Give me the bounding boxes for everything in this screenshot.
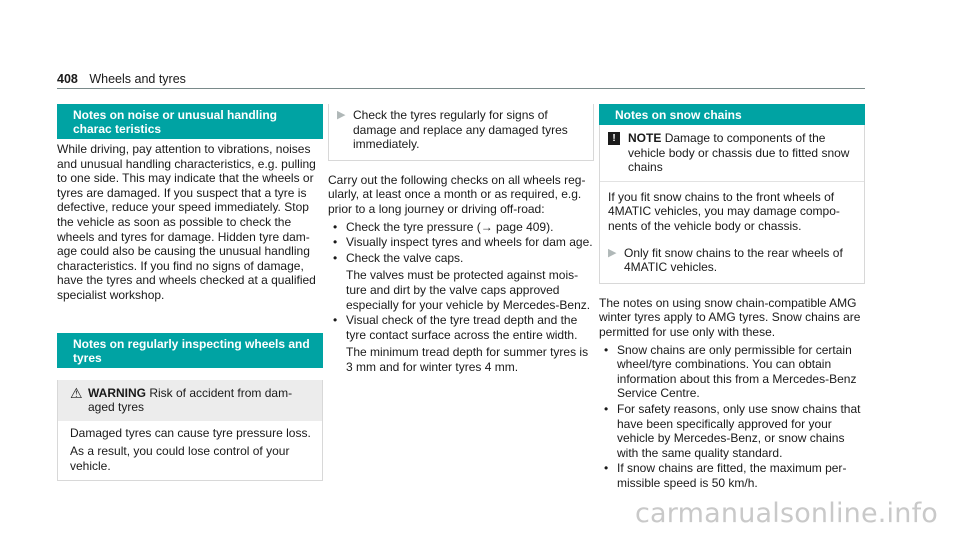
watermark: carmanualsonline.info xyxy=(635,498,938,529)
action-box-inspect xyxy=(328,104,594,161)
column-left xyxy=(57,104,323,481)
note-body xyxy=(600,182,864,240)
action-text-snow: Only fit snow chains to the rear wheels of 4MATIC vehicles. xyxy=(624,245,843,275)
note-text: If you fit snow chains to the front wheels of 4MATIC vehicles, you may damage compo nents of the vehicle body or chassis. xyxy=(608,189,840,233)
column-right xyxy=(599,104,865,491)
list-item: • Check the tyre pressure (→ page 409). xyxy=(328,220,594,235)
page-header xyxy=(57,72,186,86)
list-item: • If snow chains are fitted, the maximum per missible speed is 50 km/h. xyxy=(599,461,865,490)
list-item-subtext: The minimum tread depth for summer tyres is 3 mm and for winter tyres 4 mm. xyxy=(346,345,589,374)
list-item-subtext: The valves must be protected against mois ture and dirt by the valve caps approved especially for your vehicle by Mercedes-Benz. xyxy=(346,268,591,312)
noise-paragraph: While driving, pay attention to vibrations, noises and unusual handling characteristics, e.g. pulling to one side. This may indicate that the wheels or tyres are damaged. If you suspect that a tyre is defective, reduce your speed immediately. Stop the vehicle as soon as possible to check the wheels and tyres for damage. Hidden tyre dam age could also be causing the unusual handling characteristics. If you find no signs of damage, have the tyres and wheels checked at a qualified specialist workshop. xyxy=(57,142,316,302)
section-heading-snow: Notes on snow chains xyxy=(599,104,865,125)
action-text-inspect: Check the tyres regularly for signs of damage and replace any damaged tyres immediately. xyxy=(353,108,568,152)
list-item: • Snow chains are only permissible for certain wheel/tyre combinations. You can obtain information about this from a Mercedes-Benz Service Centre. xyxy=(599,343,865,401)
list-item: • Visually inspect tyres and wheels for dam age. xyxy=(328,235,594,250)
list-item xyxy=(328,251,594,312)
note-title-line xyxy=(628,131,856,175)
list-item: • For safety reasons, only use snow chains that have been specifically approved for your vehicle by Mercedes-Benz, or snow chains with the same quality standard. xyxy=(599,402,865,460)
warning-text-1: Damaged tyres can cause tyre pressure loss. xyxy=(70,425,311,440)
checks-list xyxy=(328,220,594,375)
arrow-right-icon: ▶ xyxy=(337,109,346,121)
note-title: Damage to components of the vehicle body or chassis due to fitted snow chains xyxy=(628,131,850,175)
warning-text-2: As a result, you could lose control of your vehicle. xyxy=(70,444,290,473)
header-divider xyxy=(57,88,865,89)
note-label: NOTE xyxy=(628,131,662,145)
checks-intro: Carry out the following checks on all wheels reg ularly, at least once a month or as required, e.g. prior to a long journey or driving off-road: xyxy=(328,172,586,216)
section-heading-noise: Notes on noise or unusual handling charac teristics xyxy=(57,104,323,139)
warning-triangle-icon: ⚠ xyxy=(70,384,83,401)
amg-tyres-paragraph: The notes on using snow chain-compatible AMG winter tyres apply to AMG tyres. Snow chains are permitted for use only with these. xyxy=(599,295,861,339)
page-number: 408 xyxy=(57,72,78,86)
note-header xyxy=(600,125,864,182)
note-box xyxy=(599,125,865,284)
list-item-text: Visual check of the tyre tread depth and the tyre contact surface across the entire width. xyxy=(346,313,578,342)
page-title: Wheels and tyres xyxy=(89,72,186,86)
warning-title-line xyxy=(88,386,314,415)
exclamation-icon: ! xyxy=(608,132,620,145)
warning-body xyxy=(58,421,322,480)
warning-header xyxy=(58,380,322,421)
column-middle xyxy=(328,104,594,376)
list-item xyxy=(328,313,594,374)
warning-box xyxy=(57,380,323,481)
section-noise xyxy=(57,104,323,303)
action-box-snow xyxy=(600,240,864,283)
warning-title: Risk of accident from dam aged tyres xyxy=(88,385,293,415)
warning-label: WARNING xyxy=(88,385,146,400)
list-item-text: Check the valve caps. xyxy=(346,250,464,265)
snow-chain-list xyxy=(599,343,865,491)
arrow-right-icon: ▶ xyxy=(608,246,617,259)
section-inspect xyxy=(57,333,323,481)
section-heading-inspect: Notes on regularly inspecting wheels and tyres xyxy=(57,333,323,368)
